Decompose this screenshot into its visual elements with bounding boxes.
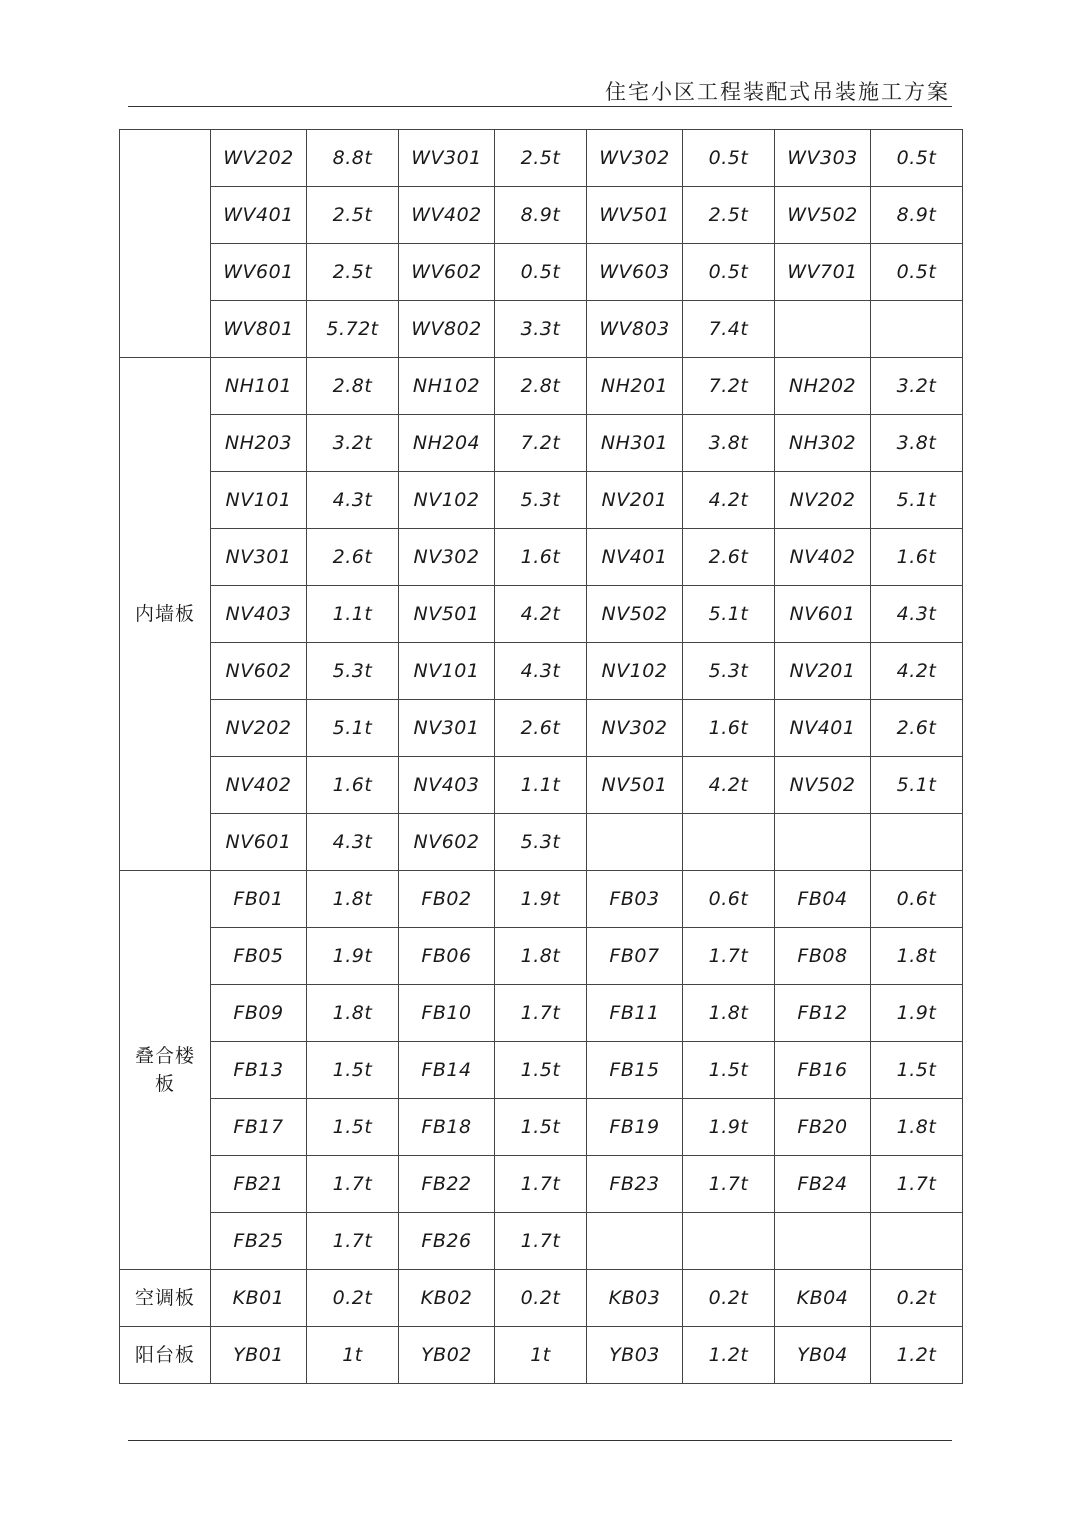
component-code-cell: FB13 [211,1042,307,1099]
component-weight-cell: 0.6t [683,871,775,928]
component-weight-cell: 0.2t [683,1270,775,1327]
component-weight-cell: 4.3t [307,814,399,871]
component-weight-cell: 1.1t [307,586,399,643]
component-weight-cell: 7.2t [495,415,587,472]
table-row [120,928,963,985]
component-weight-cell: 5.3t [495,814,587,871]
component-code-cell: NV202 [775,472,871,529]
component-code-cell: FB10 [399,985,495,1042]
component-weight-table [119,129,963,1384]
component-weight-cell: 0.5t [683,130,775,187]
table-row [120,301,963,358]
component-weight-cell [871,814,963,871]
component-weight-cell: 1.8t [683,985,775,1042]
component-code-cell: WV502 [775,187,871,244]
component-code-cell: NV502 [587,586,683,643]
component-weight-cell: 2.5t [495,130,587,187]
component-code-cell: NV401 [775,700,871,757]
component-weight-cell: 1.9t [683,1099,775,1156]
component-code-cell: FB26 [399,1213,495,1270]
component-code-cell: FB16 [775,1042,871,1099]
component-weight-cell: 1.7t [495,985,587,1042]
component-code-cell: WV603 [587,244,683,301]
component-code-cell: NV601 [775,586,871,643]
component-weight-cell: 2.6t [495,700,587,757]
component-weight-cell: 5.3t [683,643,775,700]
component-code-cell: NV201 [775,643,871,700]
component-code-cell: WV302 [587,130,683,187]
component-weight-cell: 4.2t [683,472,775,529]
component-code-cell: WV401 [211,187,307,244]
component-weight-cell: 1.2t [871,1327,963,1384]
component-weight-cell: 1.8t [307,985,399,1042]
component-code-cell: KB01 [211,1270,307,1327]
component-code-cell [587,814,683,871]
component-weight-cell: 1t [495,1327,587,1384]
component-code-cell: FB18 [399,1099,495,1156]
group-label [120,130,211,358]
component-code-cell: WV701 [775,244,871,301]
table-row [120,757,963,814]
component-code-cell: WV202 [211,130,307,187]
component-code-cell: NV201 [587,472,683,529]
component-weight-cell: 4.2t [683,757,775,814]
component-weight-cell: 0.5t [871,130,963,187]
group-label: 叠合楼板 [120,871,211,1270]
component-weight-cell [683,814,775,871]
component-code-cell: FB24 [775,1156,871,1213]
component-weight-cell: 1.7t [683,928,775,985]
component-weight-cell: 1.7t [307,1213,399,1270]
component-code-cell: NV501 [587,757,683,814]
group-label: 内墙板 [120,358,211,871]
component-code-cell [775,301,871,358]
component-code-cell: NH201 [587,358,683,415]
component-code-cell: FB15 [587,1042,683,1099]
component-weight-cell [871,1213,963,1270]
table-row [120,1213,963,1270]
component-code-cell: WV402 [399,187,495,244]
component-code-cell: YB03 [587,1327,683,1384]
component-weight-cell: 5.1t [683,586,775,643]
component-weight-cell: 4.3t [307,472,399,529]
component-weight-cell: 5.1t [871,472,963,529]
component-code-cell: FB14 [399,1042,495,1099]
component-code-cell: NH302 [775,415,871,472]
component-code-cell: FB19 [587,1099,683,1156]
group-label: 空调板 [120,1270,211,1327]
component-code-cell: NH203 [211,415,307,472]
component-code-cell: KB04 [775,1270,871,1327]
component-weight-cell: 1.6t [871,529,963,586]
component-code-cell: NV602 [211,643,307,700]
page-header-title: 住宅小区工程装配式吊装施工方案 [605,80,950,104]
component-weight-cell: 0.2t [495,1270,587,1327]
component-weight-cell: 1.2t [683,1327,775,1384]
component-code-cell: FB02 [399,871,495,928]
component-weight-cell: 2.6t [683,529,775,586]
component-code-cell: YB04 [775,1327,871,1384]
component-weight-cell: 5.3t [495,472,587,529]
component-code-cell [775,814,871,871]
component-weight-cell: 1.8t [307,871,399,928]
component-code-cell: NV302 [399,529,495,586]
component-weight-cell: 1.8t [871,1099,963,1156]
table-row [120,1270,963,1327]
component-code-cell: NV601 [211,814,307,871]
component-weight-cell: 4.2t [871,643,963,700]
component-weight-cell: 1.8t [871,928,963,985]
component-weight-cell: 0.6t [871,871,963,928]
component-code-cell: NV501 [399,586,495,643]
component-code-cell [775,1213,871,1270]
table-row [120,130,963,187]
component-code-cell: NV401 [587,529,683,586]
component-weight-cell: 4.3t [495,643,587,700]
component-code-cell: KB02 [399,1270,495,1327]
header-divider [128,106,952,107]
component-code-cell: NH204 [399,415,495,472]
component-weight-cell: 1.6t [495,529,587,586]
component-code-cell: WV501 [587,187,683,244]
component-code-cell: WV601 [211,244,307,301]
component-weight-cell: 8.9t [871,187,963,244]
component-weight-cell: 2.5t [683,187,775,244]
component-code-cell: FB22 [399,1156,495,1213]
component-code-cell: NV102 [587,643,683,700]
component-weight-cell: 3.2t [871,358,963,415]
component-code-cell: FB20 [775,1099,871,1156]
component-code-cell: WV602 [399,244,495,301]
component-code-cell: NH102 [399,358,495,415]
component-weight-cell: 2.5t [307,244,399,301]
component-code-cell: NH202 [775,358,871,415]
component-code-cell: NV502 [775,757,871,814]
component-code-cell: NV301 [211,529,307,586]
component-code-cell: KB03 [587,1270,683,1327]
component-code-cell: FB07 [587,928,683,985]
component-code-cell: NV402 [211,757,307,814]
table-row [120,529,963,586]
component-weight-cell: 0.5t [871,244,963,301]
component-weight-cell: 1.7t [307,1156,399,1213]
component-weight-cell: 1.6t [683,700,775,757]
component-weight-cell: 1.7t [495,1156,587,1213]
component-weight-cell: 8.8t [307,130,399,187]
component-code-cell: WV301 [399,130,495,187]
component-weight-cell: 7.2t [683,358,775,415]
component-weight-cell: 3.8t [871,415,963,472]
component-code-cell: NV602 [399,814,495,871]
component-code-cell: WV303 [775,130,871,187]
component-code-cell: WV801 [211,301,307,358]
component-code-cell: WV802 [399,301,495,358]
component-code-cell: FB03 [587,871,683,928]
component-weight-cell: 5.72t [307,301,399,358]
component-code-cell: FB05 [211,928,307,985]
component-weight-cell: 1.1t [495,757,587,814]
component-weight-cell: 1.9t [495,871,587,928]
table-row [120,1042,963,1099]
component-weight-cell: 1.5t [495,1099,587,1156]
component-weight-cell: 2.6t [307,529,399,586]
component-code-cell: NV101 [211,472,307,529]
component-code-cell: NH101 [211,358,307,415]
component-weight-cell: 3.3t [495,301,587,358]
table-row [120,358,963,415]
component-weight-cell: 1.5t [307,1042,399,1099]
component-weight-cell: 0.5t [495,244,587,301]
component-code-cell: NV403 [211,586,307,643]
component-code-cell: WV803 [587,301,683,358]
component-weight-cell: 1.7t [683,1156,775,1213]
component-code-cell: FB17 [211,1099,307,1156]
table-row [120,187,963,244]
component-weight-cell: 1.5t [683,1042,775,1099]
component-weight-cell: 0.5t [683,244,775,301]
component-code-cell: NV302 [587,700,683,757]
component-weight-cell: 5.1t [871,757,963,814]
component-weight-cell: 2.8t [307,358,399,415]
component-weight-cell: 3.8t [683,415,775,472]
component-weight-cell: 1.7t [495,1213,587,1270]
component-weight-cell: 1.5t [871,1042,963,1099]
component-weight-cell: 5.1t [307,700,399,757]
table-row [120,1099,963,1156]
component-weight-cell: 1.8t [495,928,587,985]
component-code-cell: FB23 [587,1156,683,1213]
component-code-cell: FB04 [775,871,871,928]
component-weight-cell: 0.2t [307,1270,399,1327]
component-weight-cell: 1.9t [307,928,399,985]
component-code-cell: NV403 [399,757,495,814]
table-row [120,814,963,871]
component-weight-cell: 5.3t [307,643,399,700]
component-weight-cell: 2.5t [307,187,399,244]
component-weight-cell: 8.9t [495,187,587,244]
component-weight-cell: 4.3t [871,586,963,643]
component-weight-cell: 1.5t [495,1042,587,1099]
component-weight-cell: 1.6t [307,757,399,814]
component-code-cell [587,1213,683,1270]
component-code-cell: NV402 [775,529,871,586]
group-label: 阳台板 [120,1327,211,1384]
component-code-cell: YB01 [211,1327,307,1384]
component-code-cell: FB25 [211,1213,307,1270]
component-weight-cell: 0.2t [871,1270,963,1327]
table-row [120,415,963,472]
component-weight-cell: 2.8t [495,358,587,415]
component-code-cell: NV202 [211,700,307,757]
component-weight-cell [683,1213,775,1270]
component-code-cell: FB01 [211,871,307,928]
component-weight-cell: 2.6t [871,700,963,757]
component-weight-cell: 7.4t [683,301,775,358]
component-weight-cell: 3.2t [307,415,399,472]
component-code-cell: FB21 [211,1156,307,1213]
component-weight-cell: 4.2t [495,586,587,643]
component-code-cell: FB11 [587,985,683,1042]
component-weight-cell: 1t [307,1327,399,1384]
footer-divider [128,1440,952,1441]
component-code-cell: NV101 [399,643,495,700]
component-weight-cell: 1.7t [871,1156,963,1213]
component-weight-cell: 1.9t [871,985,963,1042]
component-code-cell: FB12 [775,985,871,1042]
table-row [120,643,963,700]
component-code-cell: FB08 [775,928,871,985]
table-row [120,1156,963,1213]
table-row [120,1327,963,1384]
component-code-cell: YB02 [399,1327,495,1384]
table-row [120,586,963,643]
component-weight-cell [871,301,963,358]
table-body [120,130,963,1384]
component-code-cell: FB09 [211,985,307,1042]
table-row [120,472,963,529]
component-code-cell: NV102 [399,472,495,529]
component-code-cell: NV301 [399,700,495,757]
component-weight-cell: 1.5t [307,1099,399,1156]
table-row [120,244,963,301]
component-code-cell: FB06 [399,928,495,985]
component-code-cell: NH301 [587,415,683,472]
table-row [120,700,963,757]
table-row [120,985,963,1042]
table-row [120,871,963,928]
